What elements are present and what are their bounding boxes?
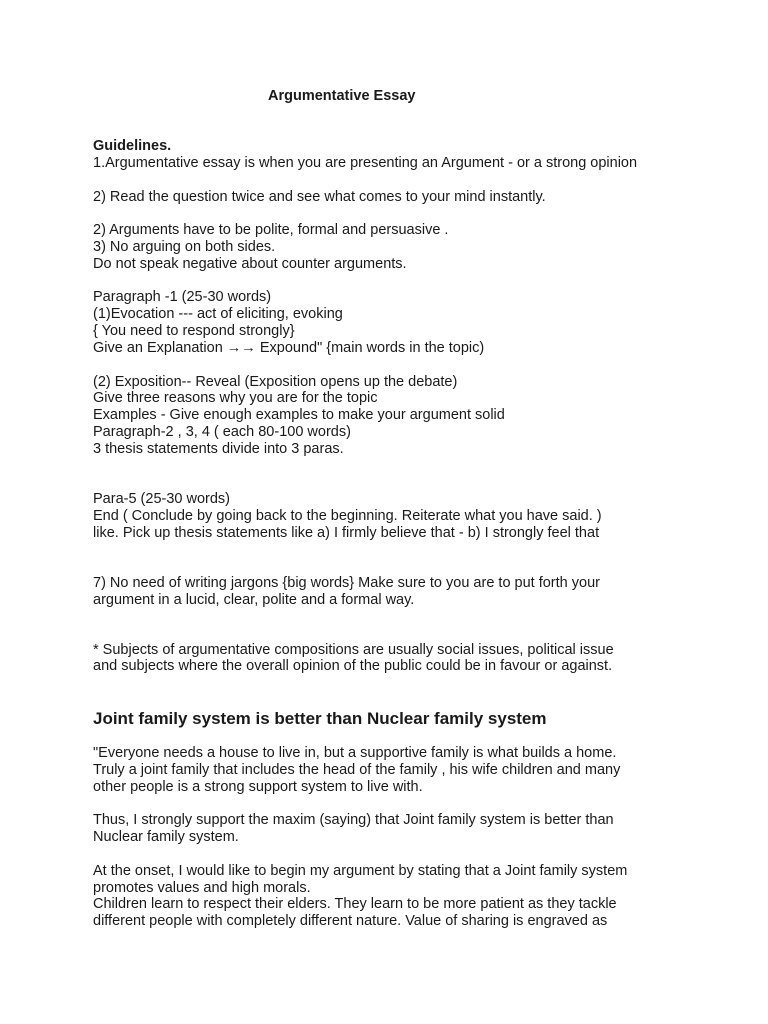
text-line: (1)Evocation --- act of eliciting, evoking xyxy=(93,306,343,322)
text-line: 3) No arguing on both sides. xyxy=(93,239,276,255)
text-line: and subjects where the overall opinion of the public could be in favour or against. xyxy=(93,658,613,674)
text-line: Give an Explanation →→ Expound" {main words in the topic) xyxy=(93,340,485,356)
text-line: (2) Exposition-- Reveal (Exposition opens up the debate) xyxy=(93,374,458,390)
text-line: 7) No need of writing jargons {big words} Make sure to you are to put forth your xyxy=(93,575,600,591)
guidelines-heading: Guidelines. xyxy=(93,138,172,154)
text-line: Paragraph-2 , 3, 4 ( each 80-100 words) xyxy=(93,424,351,440)
text-line: Para-5 (25-30 words) xyxy=(93,491,230,507)
text-line: * Subjects of argumentative compositions are usually social issues, political issue xyxy=(93,642,614,658)
essay-line: Truly a joint family that includes the head of the family , his wife children and many xyxy=(93,762,621,778)
essay-line: other people is a strong support system to live with. xyxy=(93,779,423,795)
text-line: 2) Read the question twice and see what comes to your mind instantly. xyxy=(93,189,546,205)
essay-line: At the onset, I would like to begin my argument by stating that a Joint family system xyxy=(93,863,628,879)
text-line: 2) Arguments have to be polite, formal and persuasive . xyxy=(93,222,449,238)
essay-line: promotes values and high morals. xyxy=(93,880,311,896)
text-line: Do not speak negative about counter arguments. xyxy=(93,256,407,272)
text-line: 1.Argumentative essay is when you are presenting an Argument - or a strong opinion xyxy=(93,155,638,171)
text-line: Examples - Give enough examples to make your argument solid xyxy=(93,407,505,423)
essay-line: "Everyone needs a house to live in, but a supportive family is what builds a home. xyxy=(93,745,617,761)
text-line: End ( Conclude by going back to the beginning. Reiterate what you have said. ) xyxy=(93,508,602,524)
essay-line: Thus, I strongly support the maxim (saying) that Joint family system is better than xyxy=(93,812,614,828)
essay-line: Children learn to respect their elders. They learn to be more patient as they tackle xyxy=(93,896,617,912)
text-line: 3 thesis statements divide into 3 paras. xyxy=(93,441,344,457)
essay-heading: Joint family system is better than Nuclear family system xyxy=(93,709,547,728)
text-line: Paragraph -1 (25-30 words) xyxy=(93,289,272,305)
essay-line: different people with completely different nature. Value of sharing is engraved as xyxy=(93,913,608,929)
text-line: argument in a lucid, clear, polite and a formal way. xyxy=(93,592,415,608)
text-line: { You need to respond strongly} xyxy=(93,323,295,339)
document-title: Argumentative Essay xyxy=(268,88,416,104)
text-line: Give three reasons why you are for the topic xyxy=(93,390,378,406)
essay-line: Nuclear family system. xyxy=(93,829,239,845)
text-line: like. Pick up thesis statements like a) I firmly believe that - b) I strongly feel that xyxy=(93,525,600,541)
